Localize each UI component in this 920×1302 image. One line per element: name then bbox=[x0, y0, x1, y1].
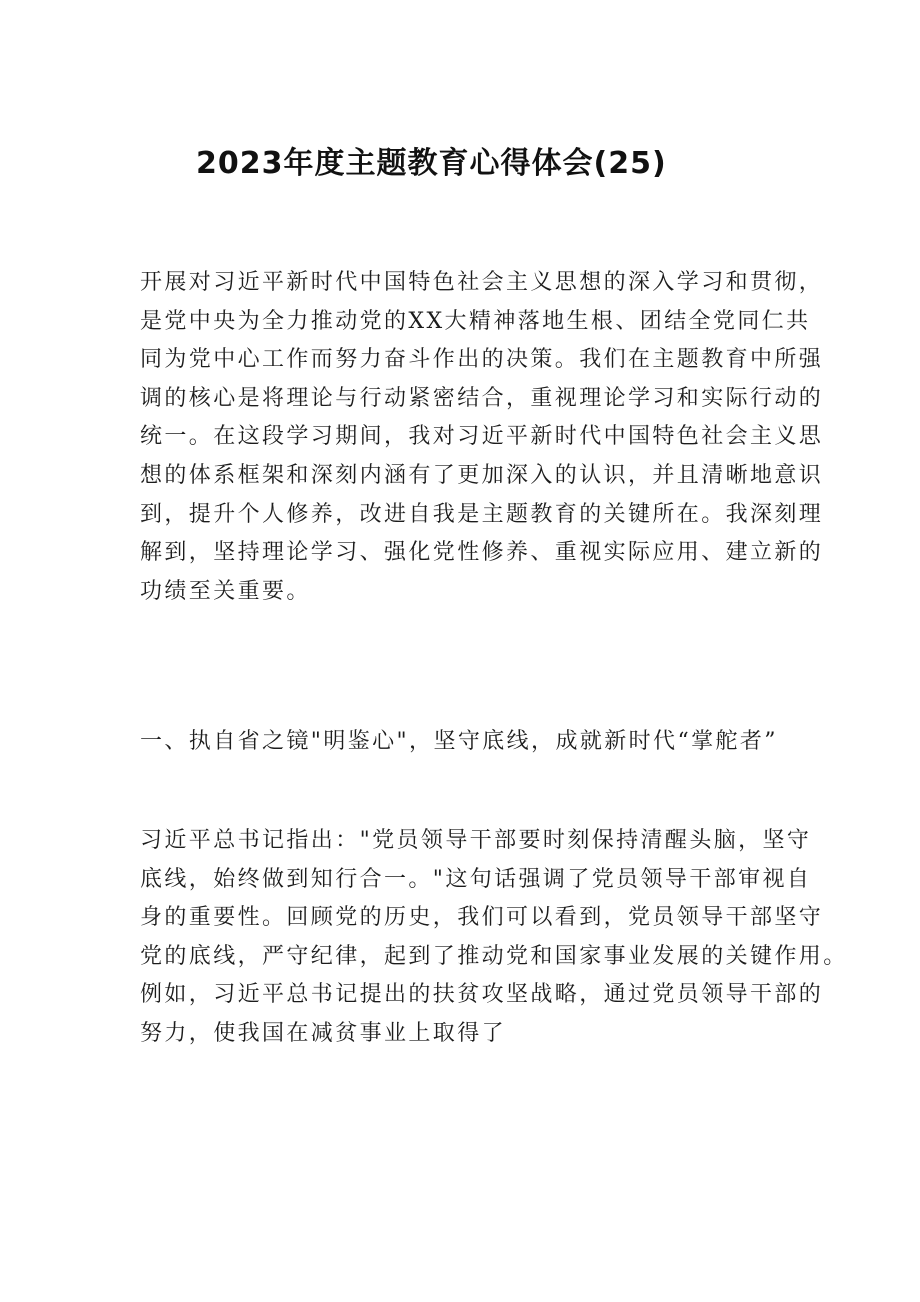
paragraph-section-1 bbox=[140, 822, 848, 1054]
paragraph-line: 调的核心是将理论与行动紧密结合，重视理论学习和实际行动的 bbox=[140, 385, 824, 411]
paragraph-line: 底线，始终做到知行合一。"这句话强调了党员领导干部审视自 bbox=[140, 866, 812, 892]
paragraph-line: 想的体系框架和深刻内涵有了更加深入的认识，并且清晰地意识 bbox=[140, 462, 824, 488]
paragraph-line: 身的重要性。回顾党的历史，我们可以看到，党员领导干部坚守 bbox=[140, 905, 824, 931]
paragraph-intro bbox=[140, 264, 824, 611]
paragraph-line: 统一。在这段学习期间，我对习近平新时代中国特色社会主义思 bbox=[140, 424, 824, 450]
paragraph-line: 习近平总书记指出："党员领导干部要时刻保持清醒头脑，坚守 bbox=[140, 828, 812, 853]
paragraph-line: 功绩至关重要。 bbox=[140, 578, 311, 604]
paragraph-line: 到，提升个人修养，改进自我是主题教育的关键所在。我深刻理 bbox=[140, 501, 824, 527]
paragraph-line: 开展对习近平新时代中国特色社会主义思想的深入学习和贯彻， bbox=[140, 270, 824, 295]
paragraph-line: 努力，使我国在减贫事业上取得了 bbox=[140, 1020, 507, 1046]
paragraph-line: 同为党中心工作而努力奋斗作出的决策。我们在主题教育中所强 bbox=[140, 347, 824, 373]
section-heading-text: 一、执自省之镜"明鉴心"，坚守底线，成就新时代“掌舵者” bbox=[140, 729, 778, 754]
document-title: 2023年度主题教育心得体会(25) bbox=[196, 146, 667, 181]
paragraph-line: 党的底线，严守纪律，起到了推动党和国家事业发展的关键作用。 bbox=[140, 943, 848, 969]
paragraph-line: 例如，习近平总书记提出的扶贫攻坚战略，通过党员领导干部的 bbox=[140, 982, 824, 1008]
paragraph-line: 解到，坚持理论学习、强化党性修养、重视实际应用、建立新的 bbox=[140, 540, 824, 566]
paragraph-line: 是党中央为全力推动党的XX大精神落地生根、团结全党同仁共 bbox=[140, 308, 811, 334]
section-heading bbox=[140, 723, 790, 762]
